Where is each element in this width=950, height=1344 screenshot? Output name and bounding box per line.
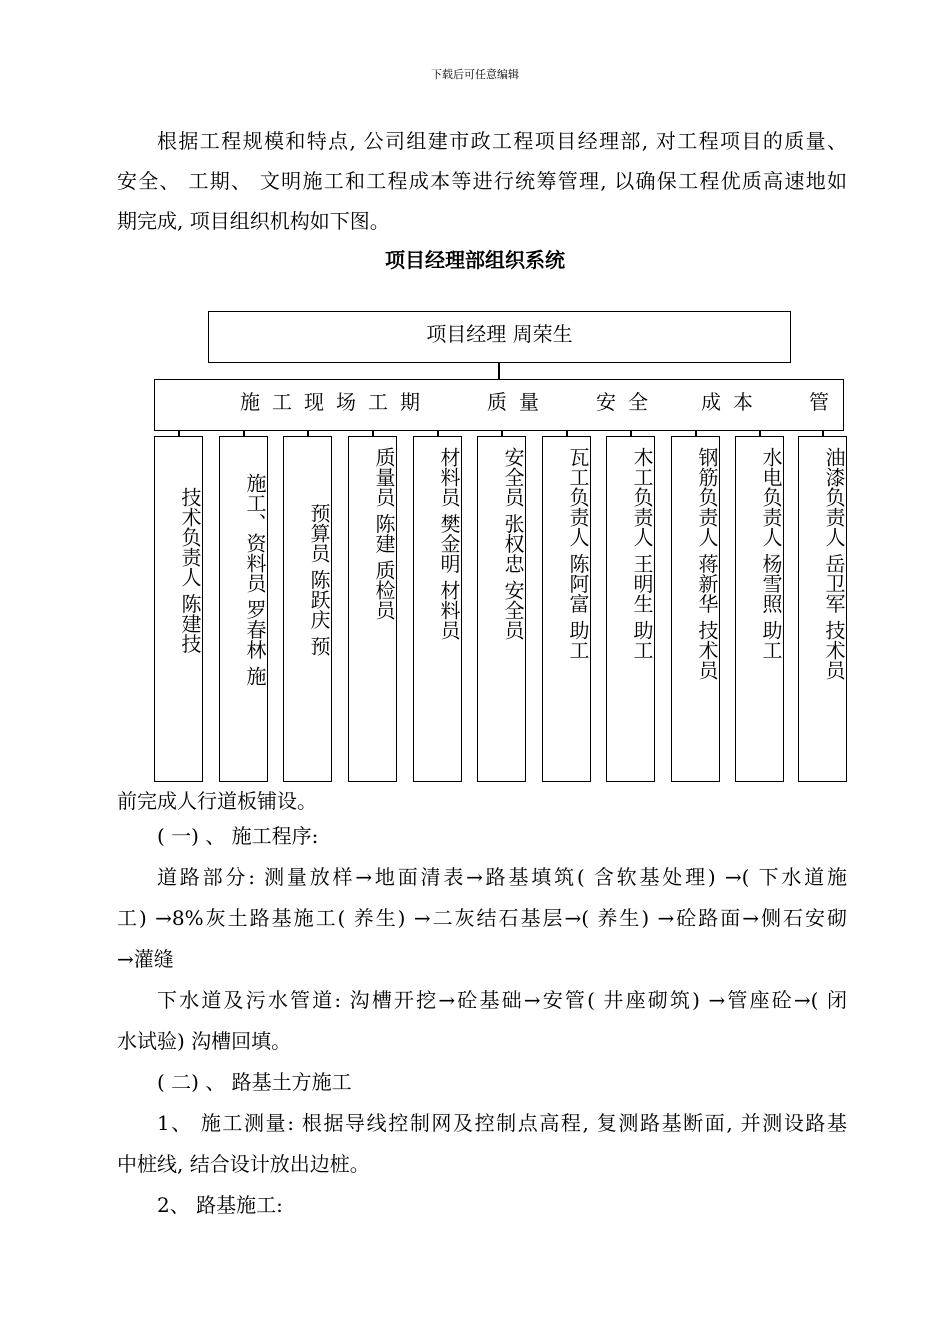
org-column-text: 质量员 陈建 质检员	[372, 447, 396, 620]
org-column-safety	[477, 436, 526, 782]
body-line-3: 道路部分: 测量放样→地面清表→路基填筑( 含软基处理) →( 下水道施	[157, 865, 847, 889]
org-column-text: 材料员 樊金明 材料员	[437, 447, 461, 640]
org-column-text: 瓦工负责人 陈阿富 助工	[566, 447, 590, 660]
body-line-9: 1、 施工测量: 根据导线控制网及控制点高程, 复测路基断面, 并测设路基	[157, 1111, 847, 1135]
org-column-painting	[798, 436, 847, 782]
dept-label-cost: 成本	[701, 390, 765, 414]
org-column-text: 油漆负责人 岳卫军 技术员	[822, 447, 846, 680]
dept-label-quality: 质量	[487, 390, 551, 414]
dept-label-safety: 安全	[596, 390, 660, 414]
project-manager-label: 项目经理 周荣生	[426, 322, 573, 346]
intro-line-1: 根据工程规模和特点, 公司组建市政工程项目经理部, 对工程项目的质量、	[157, 129, 847, 153]
body-line-11: 2、 路基施工:	[157, 1193, 283, 1217]
org-column-text: 技术负责人 陈建技	[178, 487, 202, 654]
body-line-2: ( 一) 、 施工程序:	[157, 824, 319, 848]
dept-label-management: 管	[809, 390, 841, 414]
org-column-materials	[413, 436, 462, 782]
body-line-1: 前完成人行道板铺设。	[117, 789, 317, 813]
org-column-text: 木工负责人 王明生 助工	[630, 447, 654, 660]
body-line-5: →灌缝	[117, 947, 174, 971]
org-chart-title: 项目经理部组织系统	[385, 248, 565, 272]
org-column-technical-lead	[154, 436, 203, 782]
intro-line-3: 期完成, 项目组织机构如下图。	[117, 209, 390, 233]
org-column-masonry	[542, 436, 591, 782]
body-line-7: 水试验) 沟槽回填。	[117, 1029, 292, 1053]
org-column-text: 施工、资料员 罗春林 施	[243, 473, 267, 686]
org-column-text: 水电负责人 杨雪照 助工	[759, 447, 783, 660]
body-line-10: 中桩线, 结合设计放出边桩。	[117, 1152, 370, 1176]
project-manager-box	[208, 311, 791, 363]
org-column-text: 钢筋负责人 蒋新华 技术员	[695, 447, 719, 680]
body-line-8: ( 二) 、 路基土方施工	[157, 1070, 352, 1094]
page-header: 下载后可任意编辑	[431, 68, 519, 81]
body-line-6: 下水道及污水管道: 沟槽开挖→砼基础→安管( 井座砌筑) →管座砼→( 闭	[157, 988, 847, 1012]
org-column-text: 安全员 张权忠 安全员	[501, 447, 525, 640]
org-column-plumbing-electrical	[735, 436, 784, 782]
org-column-carpentry	[606, 436, 655, 782]
connector-line	[498, 363, 500, 379]
body-line-4: 工) →8%灰土路基施工( 养生) →二灰结石基层→( 养生) →砼路面→侧石安砌	[117, 906, 847, 930]
org-column-rebar	[671, 436, 720, 782]
department-row-box	[154, 379, 844, 431]
org-column-text: 预算员 陈跃庆 预	[307, 503, 331, 656]
intro-line-2: 安全、 工期、 文明施工和工程成本等进行统筹管理, 以确保工程优质高速地如	[117, 169, 847, 193]
org-column-construction-records	[219, 436, 268, 782]
org-column-quality	[348, 436, 397, 782]
dept-label-schedule: 施工现场工期	[240, 390, 432, 414]
org-column-budget	[283, 436, 332, 782]
